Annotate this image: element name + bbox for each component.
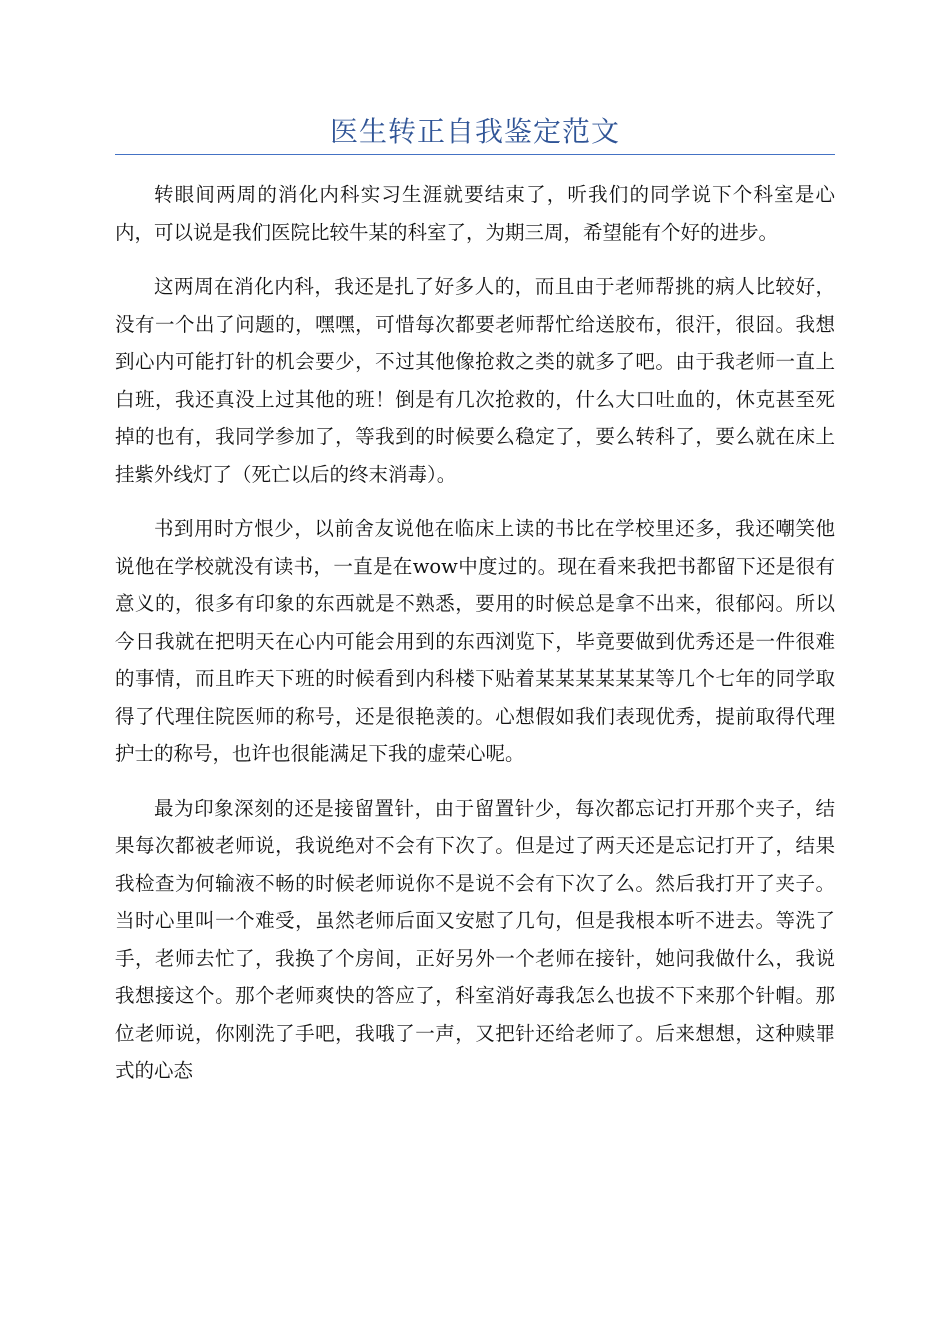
- document-title: 医生转正自我鉴定范文: [329, 115, 620, 148]
- paragraph: 书到用时方恨少，以前舍友说他在临床上读的书比在学校里还多，我还嘲笑他说他在学校就没有读书，一直是在wow中度过的。现在看来我把书都留下还是很有意义的，很多有印象的东西就是不熟悉，要用的时候总是拿不出来，很郁闷。所以今日我就在把明天在心内可能会用到的东西浏览下，毕竟要做到优秀还是一件很难的事情，而且昨天下班的时候看到内科楼下贴着某某某某某某等几个七年的同学取得了代理住院医师的称号，还是很艳羡的。心想假如我们表现优秀，提前取得代理护士的称号，也许也很能满足下我的虚荣心呢。: [115, 517, 835, 765]
- document-body: [115, 176, 835, 1107]
- paragraph: 这两周在消化内科，我还是扎了好多人的，而且由于老师帮挑的病人比较好，没有一个出了问题的，嘿嘿，可惜每次都要老师帮忙给送胶布，很汗，很囧。我想到心内可能打针的机会要少，不过其他像抢救之类的就多了吧。由于我老师一直上白班，我还真没上过其他的班！倒是有几次抢救的，什么大口吐血的，休克甚至死掉的也有，我同学参加了，等我到的时候要么稳定了，要么转科了，要么就在床上挂紫外线灯了（死亡以后的终末消毒）。: [115, 275, 835, 486]
- paragraph: 最为印象深刻的还是接留置针，由于留置针少，每次都忘记打开那个夹子，结果每次都被老师说，我说绝对不会有下次了。但是过了两天还是忘记打开了，结果我检查为何输液不畅的时候老师说你不是说不会有下次了么。然后我打开了夹子。当时心里叫一个难受，虽然老师后面又安慰了几句，但是我根本听不进去。等洗了手，老师去忙了，我换了个房间，正好另外一个老师在接针，她问我做什么，我说我想接这个。那个老师爽快的答应了，科室消好毒我怎么也拔不下来那个针帽。那位老师说，你刚洗了手吧，我哦了一声，又把针还给老师了。后来想想，这种赎罪式的心态: [115, 796, 835, 1082]
- paragraph: 转眼间两周的消化内科实习生涯就要结束了，听我们的同学说下个科室是心内，可以说是我们医院比较牛某的科室了，为期三周，希望能有个好的进步。: [115, 183, 835, 244]
- title-underline: [115, 154, 835, 155]
